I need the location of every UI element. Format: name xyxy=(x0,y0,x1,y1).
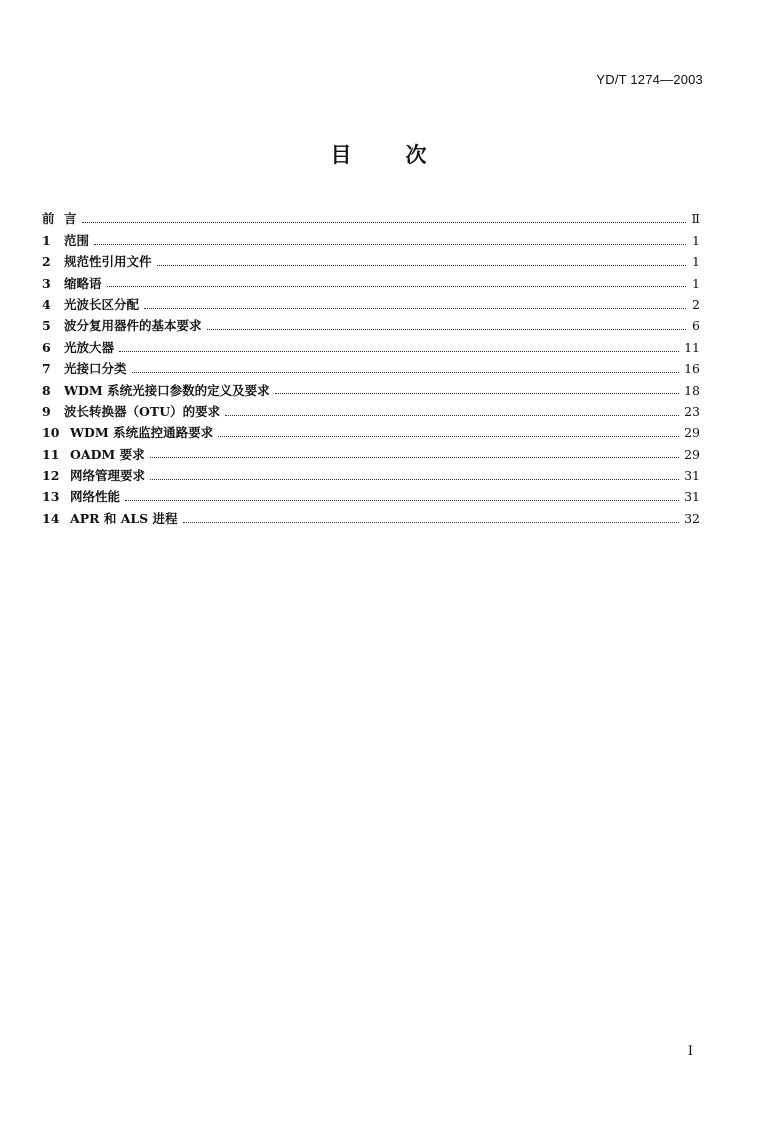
toc-entry-1[interactable] xyxy=(42,227,700,248)
title-char-1: 目 xyxy=(330,143,352,167)
toc-entry-page: 31 xyxy=(684,489,700,505)
toc-entry-6[interactable] xyxy=(42,334,700,355)
toc-leader-dots xyxy=(150,447,679,458)
toc-entry-label: 言 xyxy=(64,211,77,227)
toc-entry-label: 波长转换器（OTU）的要求 xyxy=(64,403,221,419)
toc-entry-10[interactable] xyxy=(42,420,700,441)
toc-leader-dots xyxy=(144,298,686,309)
toc-entry-number: 1 xyxy=(42,232,51,248)
toc-leader-dots xyxy=(125,490,679,501)
toc-entry-number: 前 xyxy=(42,211,55,227)
toc-leader-dots xyxy=(225,405,679,416)
title-char-2: 次 xyxy=(405,143,427,167)
toc-entry-7[interactable] xyxy=(42,356,700,377)
toc-leader-dots xyxy=(157,255,686,266)
toc-entry-page: 11 xyxy=(684,339,700,355)
toc-entry-label: 光放大器 xyxy=(64,339,115,355)
toc-entry-label: 缩略语 xyxy=(64,275,102,291)
toc-entry-2[interactable] xyxy=(42,249,700,270)
toc-leader-dots xyxy=(218,426,679,437)
toc-entry-label: 网络性能 xyxy=(70,489,121,505)
toc-entry-number: 2 xyxy=(42,254,51,270)
toc-entry-page: 31 xyxy=(684,468,700,484)
toc-entry-5[interactable] xyxy=(42,313,700,334)
toc-leader-dots xyxy=(207,319,686,330)
toc-entry-label: WDM 系统光接口参数的定义及要求 xyxy=(64,382,270,398)
toc-entry-8[interactable] xyxy=(42,377,700,398)
toc-leader-dots xyxy=(119,341,679,352)
toc-leader-dots xyxy=(94,234,686,245)
toc-entry-number: 6 xyxy=(42,339,51,355)
toc-entry-page: 1 xyxy=(692,275,700,291)
toc-entry-label: 波分复用器件的基本要求 xyxy=(64,318,202,334)
toc-entry-label: 网络管理要求 xyxy=(70,468,146,484)
table-of-contents xyxy=(42,206,700,527)
toc-leader-dots xyxy=(82,212,686,223)
toc-entry-page: 32 xyxy=(684,510,700,526)
toc-entry-label: OADM 要求 xyxy=(70,446,145,462)
toc-leader-dots xyxy=(183,512,680,523)
toc-entry-page: 16 xyxy=(684,361,700,377)
toc-entry-13[interactable] xyxy=(42,484,700,505)
toc-entry-label: 光接口分类 xyxy=(64,361,127,377)
toc-entry-number: 5 xyxy=(42,318,51,334)
toc-entry-preface[interactable] xyxy=(42,206,700,227)
toc-entry-number: 10 xyxy=(42,425,60,441)
toc-entry-4[interactable] xyxy=(42,292,700,313)
toc-entry-label: 规范性引用文件 xyxy=(64,254,152,270)
toc-entry-page: 18 xyxy=(684,382,700,398)
toc-entry-14[interactable] xyxy=(42,505,700,526)
toc-entry-11[interactable] xyxy=(42,441,700,462)
toc-leader-dots xyxy=(275,383,680,394)
toc-entry-9[interactable] xyxy=(42,399,700,420)
toc-entry-page: Ⅱ xyxy=(691,211,700,227)
toc-entry-label: 范围 xyxy=(64,232,90,248)
toc-entry-3[interactable] xyxy=(42,270,700,291)
toc-entry-12[interactable] xyxy=(42,463,700,484)
toc-leader-dots xyxy=(150,469,679,480)
toc-entry-number: 4 xyxy=(42,296,51,312)
toc-entry-number: 14 xyxy=(42,510,60,526)
toc-entry-page: 1 xyxy=(692,254,700,270)
toc-entry-number: 8 xyxy=(42,382,51,398)
toc-entry-label: 光波长区分配 xyxy=(64,296,140,312)
toc-entry-page: 1 xyxy=(692,232,700,248)
toc-entry-number: 7 xyxy=(42,361,51,377)
toc-entry-number: 9 xyxy=(42,403,51,419)
toc-entry-number: 12 xyxy=(42,468,60,484)
page-title xyxy=(0,142,757,168)
toc-entry-page: 6 xyxy=(692,318,700,334)
document-code: YD/T 1274—2003 xyxy=(596,72,703,87)
toc-entry-page: 2 xyxy=(692,296,700,312)
toc-entry-number: 3 xyxy=(42,275,51,291)
toc-leader-dots xyxy=(107,276,686,287)
toc-leader-dots xyxy=(132,362,680,373)
toc-entry-number: 13 xyxy=(42,489,60,505)
toc-entry-label: APR 和 ALS 进程 xyxy=(70,510,178,526)
page-number: I xyxy=(687,1044,693,1059)
toc-entry-label: WDM 系统监控通路要求 xyxy=(70,425,214,441)
toc-entry-number: 11 xyxy=(42,446,60,462)
toc-entry-page: 29 xyxy=(684,425,700,441)
toc-entry-page: 29 xyxy=(684,446,700,462)
toc-entry-page: 23 xyxy=(684,403,700,419)
